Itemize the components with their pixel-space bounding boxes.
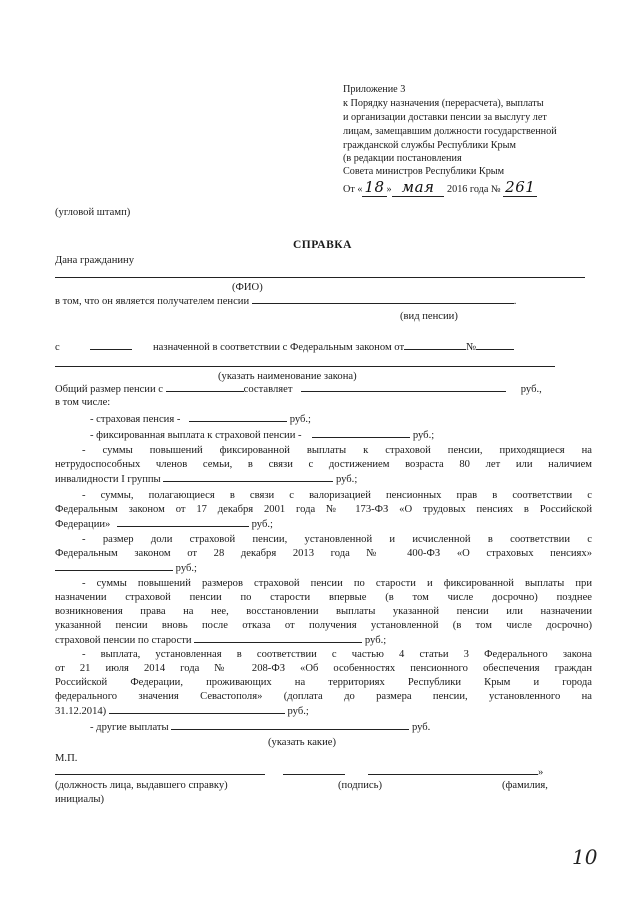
assigned-date-field[interactable] [90,340,132,350]
total-line [55,382,542,396]
crimea-line-2: от 21 июля 2014 года № 208-ФЗ «Об особенностях пенсионного обеспечения граждан [55,663,592,674]
crimea-line-4: федерального значения Севастополя» (доплата до размера пенсии, установленного на [55,691,592,702]
assigned-text: назначенной в соответствии с Федеральным законом от [153,342,405,353]
increase-last: инвалидности I группы [55,474,161,485]
date-year: 2016 года № [447,184,501,195]
appendix-line: и организации доставки пенсии за выслугу лет [343,112,547,123]
recipient-line: в том, что он является получателем пенсии . [55,296,517,307]
signature-field[interactable] [283,765,345,779]
stazh-last: страховой пенсии по старости [55,635,192,646]
date-day-handwritten: 18 [364,178,385,196]
fio-field[interactable] [55,268,585,282]
fixed-rub: руб.; [412,430,435,441]
other-field[interactable] [171,720,409,730]
surname-label: (фамилия, [502,780,548,791]
law-date-field[interactable] [404,340,466,350]
law-name-label: (указать наименование закона) [218,371,357,382]
share-line-1: - размер доли страховой пенсии, установленной и исчисленной в соответствии с [82,534,592,545]
share-rub: руб.; [175,563,197,574]
document-title: СПРАВКА [293,239,352,251]
total-rub: руб., [520,384,542,395]
pension-type-label: (вид пенсии) [400,311,458,322]
crimea-last: 31.12.2014) [55,706,107,717]
date-month-handwritten: мая [392,178,445,197]
stazh-line-3: возникновения права на нее, восстановлении выплаты указанной пенсии или назначении [55,606,592,617]
increase-field[interactable] [163,472,333,482]
increase-rub: руб.; [335,474,358,485]
share-line-2: Федеральным законом от 28 декабря 2013 года № 400-ФЗ «О страховых пенсиях» [55,548,592,559]
number-sign: № [466,342,477,353]
valorization-last: Федерации» [55,519,111,530]
increase-line-3 [55,472,357,486]
increase-line-2: нетрудоспособных членов семьи, в связи с достижением возраста 80 лет или наличием [55,459,592,470]
date-mid: » [386,184,392,195]
appendix-line: Совета министров Республики Крым [343,166,505,177]
total-amount-field[interactable] [301,382,506,392]
appendix-line: Приложение 3 [343,84,406,95]
insurance-label: - страховая пенсия - [90,414,181,425]
stazh-field[interactable] [194,633,362,643]
stazh-rub: руб.; [364,635,387,646]
position-label-cont: инициалы) [55,794,105,805]
stazh-line-5 [55,633,386,647]
fixed-label: - фиксированная выплата к страховой пенсии - [90,430,302,441]
other-label: - другие выплаты [90,722,169,733]
corner-stamp-label: (угловой штамп) [55,207,131,218]
appendix-line: (в редакции постановления [343,153,462,164]
crimea-rub: руб.; [287,706,309,717]
other-line [90,720,430,734]
closing-quote: » [538,767,544,778]
recipient-text: в том, что он является получателем пенсии [55,296,250,307]
crimea-field[interactable] [109,704,285,714]
valorization-line-3 [55,517,273,531]
fio-label: (ФИО) [232,282,263,293]
appendix-line: к Порядку назначения (перерасчета), выплаты [343,98,544,109]
appendix-date [343,178,537,197]
given-to-label: Дана гражданину [55,255,135,266]
valorization-line-2: Федеральным законом от 17 декабря 2001 года № 173-ФЗ «О трудовых пенсиях в Российской [55,504,592,515]
insurance-rub: руб.; [289,414,311,425]
other-rub: руб. [411,722,431,733]
stazh-line-2: назначении страховой пенсии по старости впервые (в том числе досрочно) позднее [55,592,592,603]
crimea-line-3: Российской Федерации, проживающих на территориях Республики Крым и города [55,677,592,688]
stazh-line-4: указанной пенсии вновь после отказа от получения установленной (в том числе досрочно) [55,620,592,631]
page-number-handwritten: 10 [572,845,598,869]
position-field[interactable] [55,765,265,779]
appendix-line: лицам, замещавшим должности государственной [343,126,557,137]
stazh-line-1: - суммы повышений размеров страховой пенсии по старости и фиксированной выплаты при [82,578,592,589]
pension-type-field[interactable] [252,294,514,304]
insurance-line [90,412,311,426]
fixed-line [90,428,434,442]
stamp-place: М.П. [55,753,78,764]
assigned-line [55,340,590,354]
signature-label: (подпись) [338,780,382,791]
increase-line-1: - суммы повышений фиксированной выплаты к страховой пенсии, приходящиеся на [82,445,592,456]
share-field[interactable] [55,561,173,571]
insurance-field[interactable] [189,412,287,422]
share-line-3 [55,561,197,575]
including-label: в том числе: [55,397,111,408]
crimea-line-5 [55,704,309,718]
total-start: Общий размер пенсии с [55,384,164,395]
law-number-field[interactable] [476,340,514,350]
position-label: (должность лица, выдавшего справку) [55,780,228,791]
date-number-handwritten: 261 [505,178,536,196]
assigned-from: с [55,342,60,353]
fixed-field[interactable] [312,428,410,438]
crimea-line-1: - выплата, установленная в соответствии с частью 4 статьи 3 Федерального закона [82,649,592,660]
total-mid: составляет [243,384,293,395]
valorization-line-1: - суммы, полагающиеся в связи с валоризацией пенсионных прав в соответствии с [82,490,592,501]
valorization-field[interactable] [117,517,249,527]
surname-field[interactable] [368,765,543,779]
date-prefix: От « [343,184,363,195]
valorization-rub: руб.; [251,519,273,530]
total-date-field[interactable] [166,382,244,392]
appendix-line: гражданской службы Республики Крым [343,140,516,151]
other-hint-label: (указать какие) [268,737,336,748]
